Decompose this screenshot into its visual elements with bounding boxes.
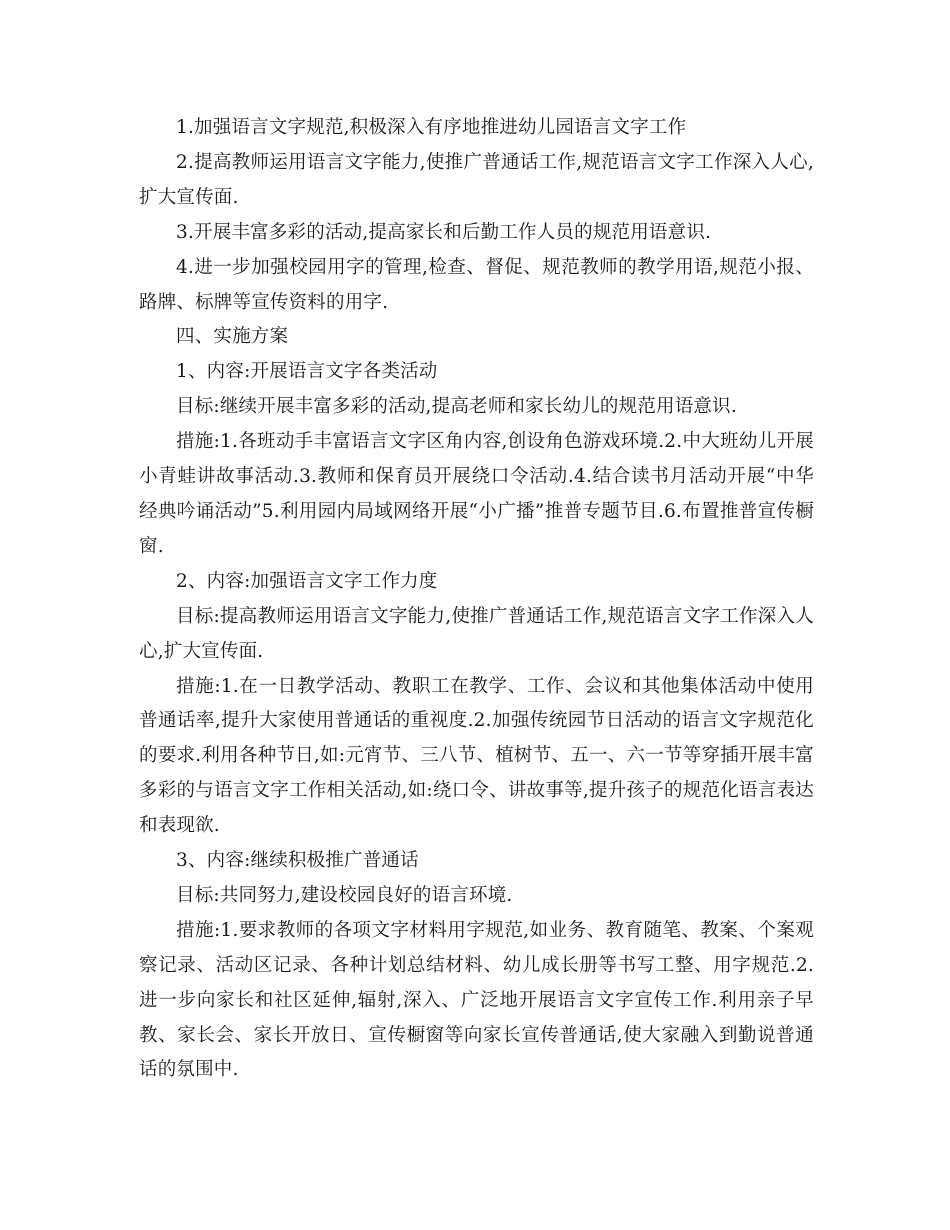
content-item-1: 1、内容:开展语言文字各类活动 bbox=[176, 361, 438, 383]
target-item-1: 目标:继续开展丰富多彩的活动,提高老师和家长幼儿的规范用语意识. bbox=[176, 396, 737, 418]
paragraph-goal-3: 3.开展丰富多彩的活动,提高家长和后勤工作人员的规范用语意识. bbox=[176, 221, 712, 243]
paragraph-goal-1: 1.加强语言文字规范,积极深入有序地推进幼儿园语言文字工作 bbox=[176, 117, 687, 138]
target-item-2: 目标:提高教师运用语言文字能力,使推广普通话工作,规范语言文字工作深入人心,扩大宣传面. bbox=[139, 605, 814, 662]
paragraph-goal-2: 2.提高教师运用语言文字能力,使推广普通话工作,规范语言文字工作深入人心,扩大宣传面. bbox=[139, 151, 814, 208]
content-item-2: 2、内容:加强语言文字工作力度 bbox=[176, 570, 438, 592]
content-item-3: 3、内容:继续积极推广普通话 bbox=[176, 850, 419, 872]
paragraph-goal-4: 4.进一步加强校园用字的管理,检查、督促、规范教师的教学用语,规范小报、路牌、标牌等宣传资料的用字. bbox=[139, 256, 814, 313]
measures-item-1: 措施:1.各班动手丰富语言文字区角内容,创设角色游戏环境.2.中大班幼儿开展小青蛙讲故事活动.3.教师和保育员开展绕口令活动.4.结合读书月活动开展“中华经典吟诵活动”5.利用园内局域网络开展“小广播”推普专题节目.6.布置推普宣传橱窗. bbox=[139, 431, 814, 557]
document-body bbox=[139, 111, 814, 1088]
measures-item-2: 措施:1.在一日教学活动、教职工在教学、工作、会议和其他集体活动中使用普通话率,提升大家使用普通话的重视度.2.加强传统园节日活动的语言文字规范化的要求.利用各种节日,如:元宵节、三八节、植树节、五一、六一节等穿插开展丰富多彩的与语言文字工作相关活动,如:绕口令、讲故事等,提升孩子的规范化语言表达和表现欲. bbox=[139, 675, 814, 837]
target-item-3: 目标:共同努力,建设校园良好的语言环境. bbox=[176, 884, 513, 906]
measures-item-3: 措施:1.要求教师的各项文字材料用字规范,如业务、教育随笔、教案、个案观察记录、活动区记录、各种计划总结材料、幼儿成长册等书写工整、用字规范.2.进一步向家长和社区延伸,辐射,深入、广泛地开展语言文字宣传工作.利用亲子早教、家长会、家长开放日、宣传橱窗等向家长宣传普通话,使大家融入到勤说普通话的氛围中. bbox=[139, 919, 814, 1081]
section-heading-implementation: 四、实施方案 bbox=[176, 326, 289, 348]
